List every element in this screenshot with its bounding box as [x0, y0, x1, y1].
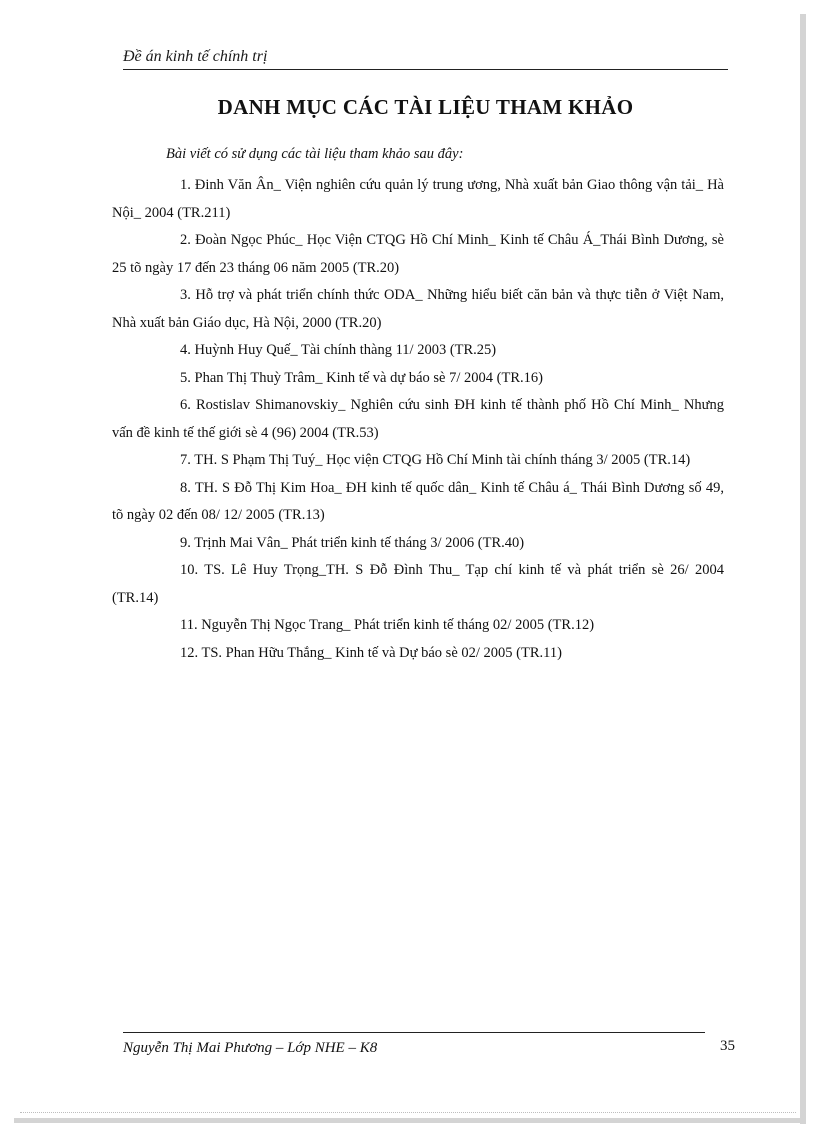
reference-list: [112, 172, 724, 667]
page-title: DANH MỤC CÁC TÀI LIỆU THAM KHẢO: [217, 95, 634, 119]
reference-item: 2. Đoàn Ngọc Phúc_ Học Viện CTQG Hồ Chí Minh_ Kinh tế Châu Á_Thái Bình Dương, sè 25 tõ ngày 17 đến 23 tháng 06 năm 2005 (TR.20): [112, 232, 724, 276]
reference-item: 3. Hỗ trợ và phát triển chính thức ODA_ Những hiểu biết căn bản và thực tiễn ở Việt Nam, Nhà xuất bản Giáo dục, Hà Nội, 2000 (TR.20): [112, 287, 724, 331]
footer-divider: [123, 1032, 705, 1033]
reference-item: 11. Nguyễn Thị Ngọc Trang_ Phát triển kinh tế tháng 02/ 2005 (TR.12): [180, 617, 595, 633]
reference-item: 12. TS. Phan Hữu Thắng_ Kinh tế và Dự báo sè 02/ 2005 (TR.11): [180, 644, 562, 661]
reference-item: 6. Rostislav Shimanovskiy_ Nghiên cứu sinh ĐH kinh tế thành phố Hồ Chí Minh_ Nhưng vấn đề kinh tế thế giới sè 4 (96) 2004 (TR.53): [112, 397, 724, 441]
page-shadow-right: [800, 14, 806, 1124]
reference-item: 9. Trịnh Mai Vân_ Phát triển kinh tế tháng 3/ 2006 (TR.40): [180, 534, 525, 551]
footer-author: Nguyễn Thị Mai Phương – Lớp NHE – K8: [123, 1040, 378, 1056]
reference-item: 4. Huỳnh Huy Quế_ Tài chính thàng 11/ 2003 (TR.25): [180, 342, 497, 358]
page-shadow-bottom: [14, 1118, 806, 1123]
reference-item: 1. Đinh Văn Ân_ Viện nghiên cứu quản lý trung ương, Nhà xuất bản Giao thông vận tải_ Hà Nội_ 2004 (TR.211): [112, 177, 724, 221]
page-bottom-edge: [20, 1112, 796, 1113]
intro-sentence: Bài viết có sử dụng các tài liệu tham khảo sau đây:: [166, 146, 464, 162]
reference-item: 8. TH. S Đỗ Thị Kim Hoa_ ĐH kinh tế quốc dân_ Kinh tế Châu á_ Thái Bình Dương số 49, tõ ngày 02 đến 08/ 12/ 2005 (TR.13): [112, 479, 724, 523]
running-header: Đề án kinh tế chính trị: [123, 48, 268, 65]
header-divider: [123, 69, 728, 70]
reference-item: 5. Phan Thị Thuỳ Trâm_ Kinh tế và dự báo sè 7/ 2004 (TR.16): [180, 369, 543, 386]
page-number: 35: [720, 1038, 735, 1054]
reference-item: 7. TH. S Phạm Thị Tuý_ Học viện CTQG Hồ Chí Minh tài chính tháng 3/ 2005 (TR.14): [180, 452, 691, 468]
reference-item: 10. TS. Lê Huy Trọng_TH. S Đỗ Đình Thu_ Tạp chí kinh tế và phát triển sè 26/ 2004 (TR.14): [112, 562, 724, 606]
